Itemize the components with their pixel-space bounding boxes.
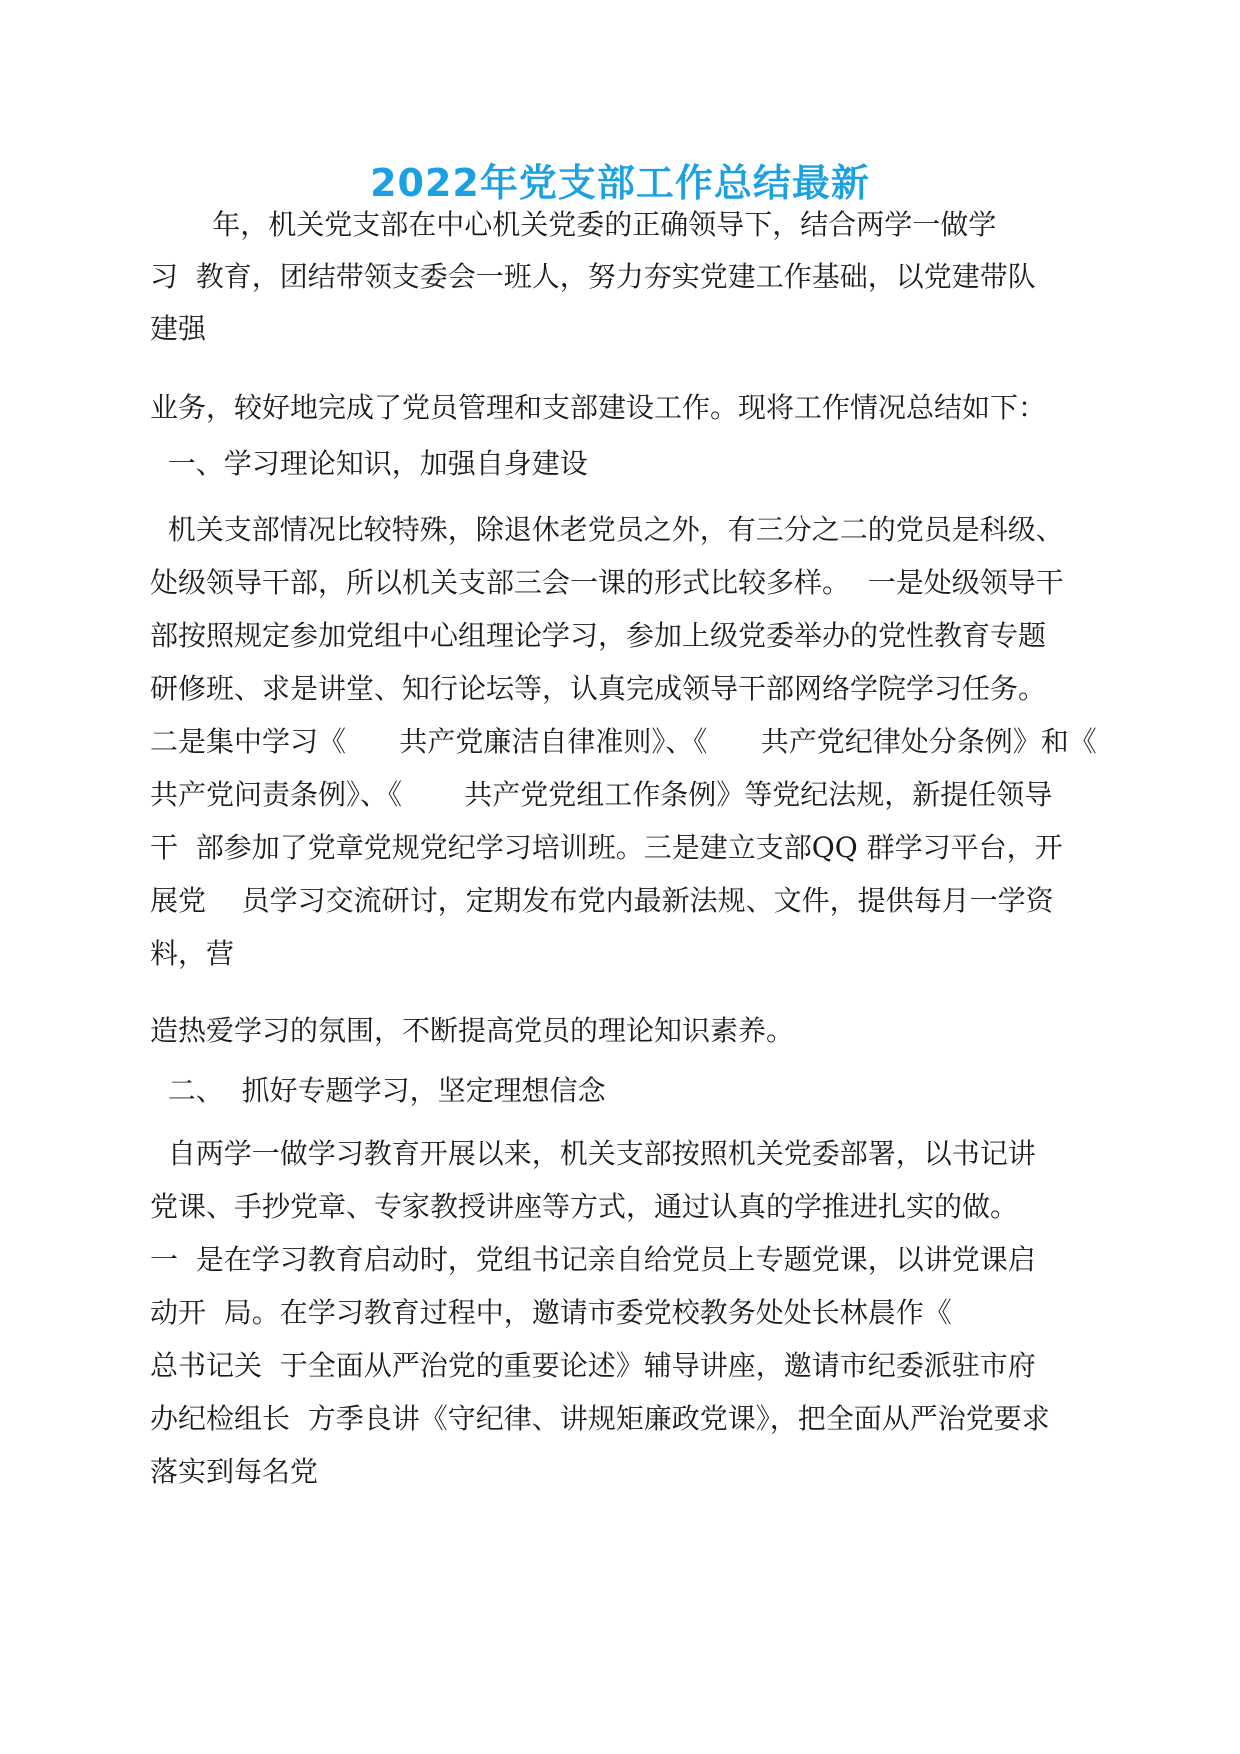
paragraph-line: 办纪检组长 方季良讲《守纪律、讲规矩廉政党课》，把全面从严治党要求 — [150, 1402, 1050, 1435]
paragraph-line: 处级领导干部，所以机关支部三会一课的形式比较多样。 一是处级领导干 — [150, 566, 1064, 599]
paragraph-line: 研修班、求是讲堂、知行论坛等，认真完成领导干部网络学院学习任务。 — [150, 672, 1047, 705]
paragraph-line: 干 部参加了党章党规党纪学习培训班。三是建立支部QQ 群学习平台，开 — [150, 831, 1063, 864]
paragraph-line: 总书记关 于全面从严治党的重要论述》辅导讲座，邀请市纪委派驻市府 — [150, 1349, 1036, 1382]
paragraph-line: 一 是在学习教育启动时，党组书记亲自给党员上专题党课，以讲党课启 — [150, 1243, 1036, 1276]
paragraph-line: 造热爱学习的氛围，不断提高党员的理论知识素养。 — [150, 1014, 795, 1047]
paragraph-line: 党课、手抄党章、专家教授讲座等方式，通过认真的学推进扎实的做。 — [150, 1190, 1019, 1223]
paragraph-line: 自两学一做学习教育开展以来，机关支部按照机关党委部署，以书记讲 — [150, 1137, 1036, 1170]
paragraph-line: 年，机关党支部在中心机关党委的正确领导下，结合两学一做学 — [150, 208, 997, 241]
paragraph-line: 展党 员学习交流研讨，定期发布党内最新法规、文件，提供每月一学资 — [150, 884, 1054, 917]
paragraph-line: 二是集中学习《 共产党廉洁自律准则》、《 共产党纪律处分条例》和《 — [150, 725, 1097, 758]
paragraph-line: 共产党问责条例》、《 共产党党组工作条例》等党纪法规，新提任领导 — [150, 778, 1053, 811]
section-heading: 一、学习理论知识，加强自身建设 — [150, 447, 588, 480]
paragraph-line: 料，营 — [150, 937, 235, 970]
paragraph-line: 部按照规定参加党组中心组理论学习，参加上级党委举办的党性教育专题 — [150, 619, 1047, 652]
paragraph-line: 落实到每名党 — [150, 1455, 319, 1488]
paragraph-line: 机关支部情况比较特殊，除退休老党员之外，有三分之二的党员是科级、 — [150, 513, 1064, 546]
paragraph-line: 建强 — [150, 312, 207, 345]
paragraph-line: 业务，较好地完成了党员管理和支部建设工作。现将工作情况总结如下： — [150, 391, 1047, 424]
section-heading: 二、 抓好专题学习，坚定理想信念 — [150, 1074, 606, 1107]
paragraph-line: 习 教育，团结带领支委会一班人，努力夯实党建工作基础，以党建带队 — [150, 260, 1036, 293]
paragraph-line: 动开 局。在学习教育过程中，邀请市委党校教务处处长林晨作《 — [150, 1296, 952, 1329]
document-title: 2022年党支部工作总结最新 — [370, 161, 870, 205]
